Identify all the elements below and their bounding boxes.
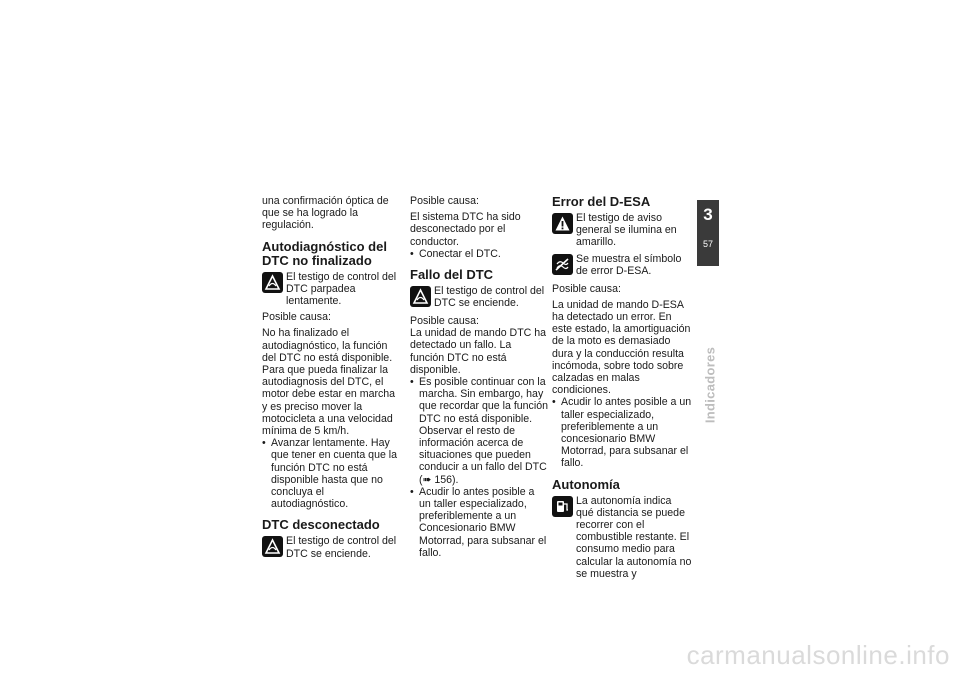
chapter-title: Indicadores	[702, 346, 718, 424]
indicator-text: El testigo de control del DTC se enciende.	[434, 285, 545, 310]
watermark: carmanualsonline.info	[686, 640, 950, 670]
heading-dtc-selfdiag: Autodiagnóstico del DTC no finalizado	[262, 238, 387, 268]
cause-label: Posible causa:	[410, 315, 479, 328]
icon-row	[262, 535, 400, 561]
icon-row	[410, 285, 548, 311]
fuel-pump-icon	[552, 496, 573, 517]
cause-label: Posible causa:	[410, 195, 479, 207]
indicator-text: El testigo de aviso general se ilumina en amarillo.	[576, 212, 677, 249]
list-item: • Conectar el DTC.	[410, 248, 548, 260]
indicator-text: El testigo de control del DTC parpadea lentamente.	[286, 270, 397, 308]
icon-row	[262, 271, 400, 308]
dtc-warning-icon	[410, 286, 431, 307]
list-item: • Acudir lo antes posible a un taller especializado, preferiblemente a un Concesionario BMW Motorrad, para subsanar el fallo.	[410, 486, 548, 559]
chapter-side-label	[700, 345, 720, 425]
general-warning-icon	[552, 213, 573, 234]
icon-row	[552, 212, 692, 249]
heading-dtc-off: DTC desconectado	[262, 517, 380, 533]
heading-autonomia: Autonomía	[552, 476, 620, 492]
dtc-warning-icon	[262, 272, 283, 293]
cause-label: Posible causa:	[552, 282, 621, 295]
indicator-text: La autonomía indica qué distancia se puede recorrer con el combustible restante. El consumo medio para calcular la autonomía no se muestra y	[576, 494, 692, 580]
heading-desa-error: Error del D-ESA	[552, 194, 651, 209]
indicator-text: El testigo de control del DTC se enciende.	[286, 535, 397, 560]
column-1	[262, 195, 400, 565]
chapter-tab	[697, 200, 719, 266]
column-3	[552, 195, 692, 584]
icon-row	[552, 253, 692, 279]
column-2	[410, 195, 548, 559]
dtc-warning-icon	[262, 536, 283, 557]
list-item: • Acudir lo antes posible a un taller especializado, preferiblemente a un concesionario BMW Motorrad, para subsanar el fallo.	[552, 396, 692, 469]
cause-label: Posible causa:	[262, 311, 331, 324]
heading-dtc-fault: Fallo del DTC	[410, 267, 494, 283]
indicator-text: Se muestra el símbolo de error D-ESA.	[576, 252, 682, 277]
d-esa-error-icon	[552, 254, 573, 275]
list-item: • Es posible continuar con la marcha. Sin embargo, hay que recordar que la función DTC no está disponible. Observar el resto de información acerca de situaciones que pueden conducir a un fallo del DTC (➠ 156).	[410, 376, 548, 486]
list-item: • Avanzar lentamente. Hay que tener en cuenta que la función DTC no está disponible hasta que no concluya el autodiagnóstico.	[262, 437, 400, 510]
intro-text: una confirmación óptica de que se ha logrado la regulación.	[262, 195, 389, 232]
cause-text: La unidad de mando D-ESA ha detectado un error. En este estado, la amortiguación de la moto es demasiado dura y la conducción resulta incómoda, sobre todo sobre calzadas en malas condiciones.	[552, 298, 691, 397]
cause-text: El sistema DTC ha sido desconectado por el conductor.	[410, 211, 521, 248]
page-number: 57	[702, 239, 713, 249]
chapter-number: 3	[703, 205, 713, 224]
icon-row	[552, 495, 692, 580]
cause-text: La unidad de mando DTC ha detectado un fallo. La función DTC no está disponible.	[410, 327, 547, 376]
cause-text: No ha finalizado el autodiagnóstico, la función del DTC no está disponible. Para que pueda finalizar la autodiagnosis del DTC, el motor debe estar en marcha y es preciso mover la motocicleta a una velocidad mínima de 5 km/h.	[262, 327, 396, 438]
